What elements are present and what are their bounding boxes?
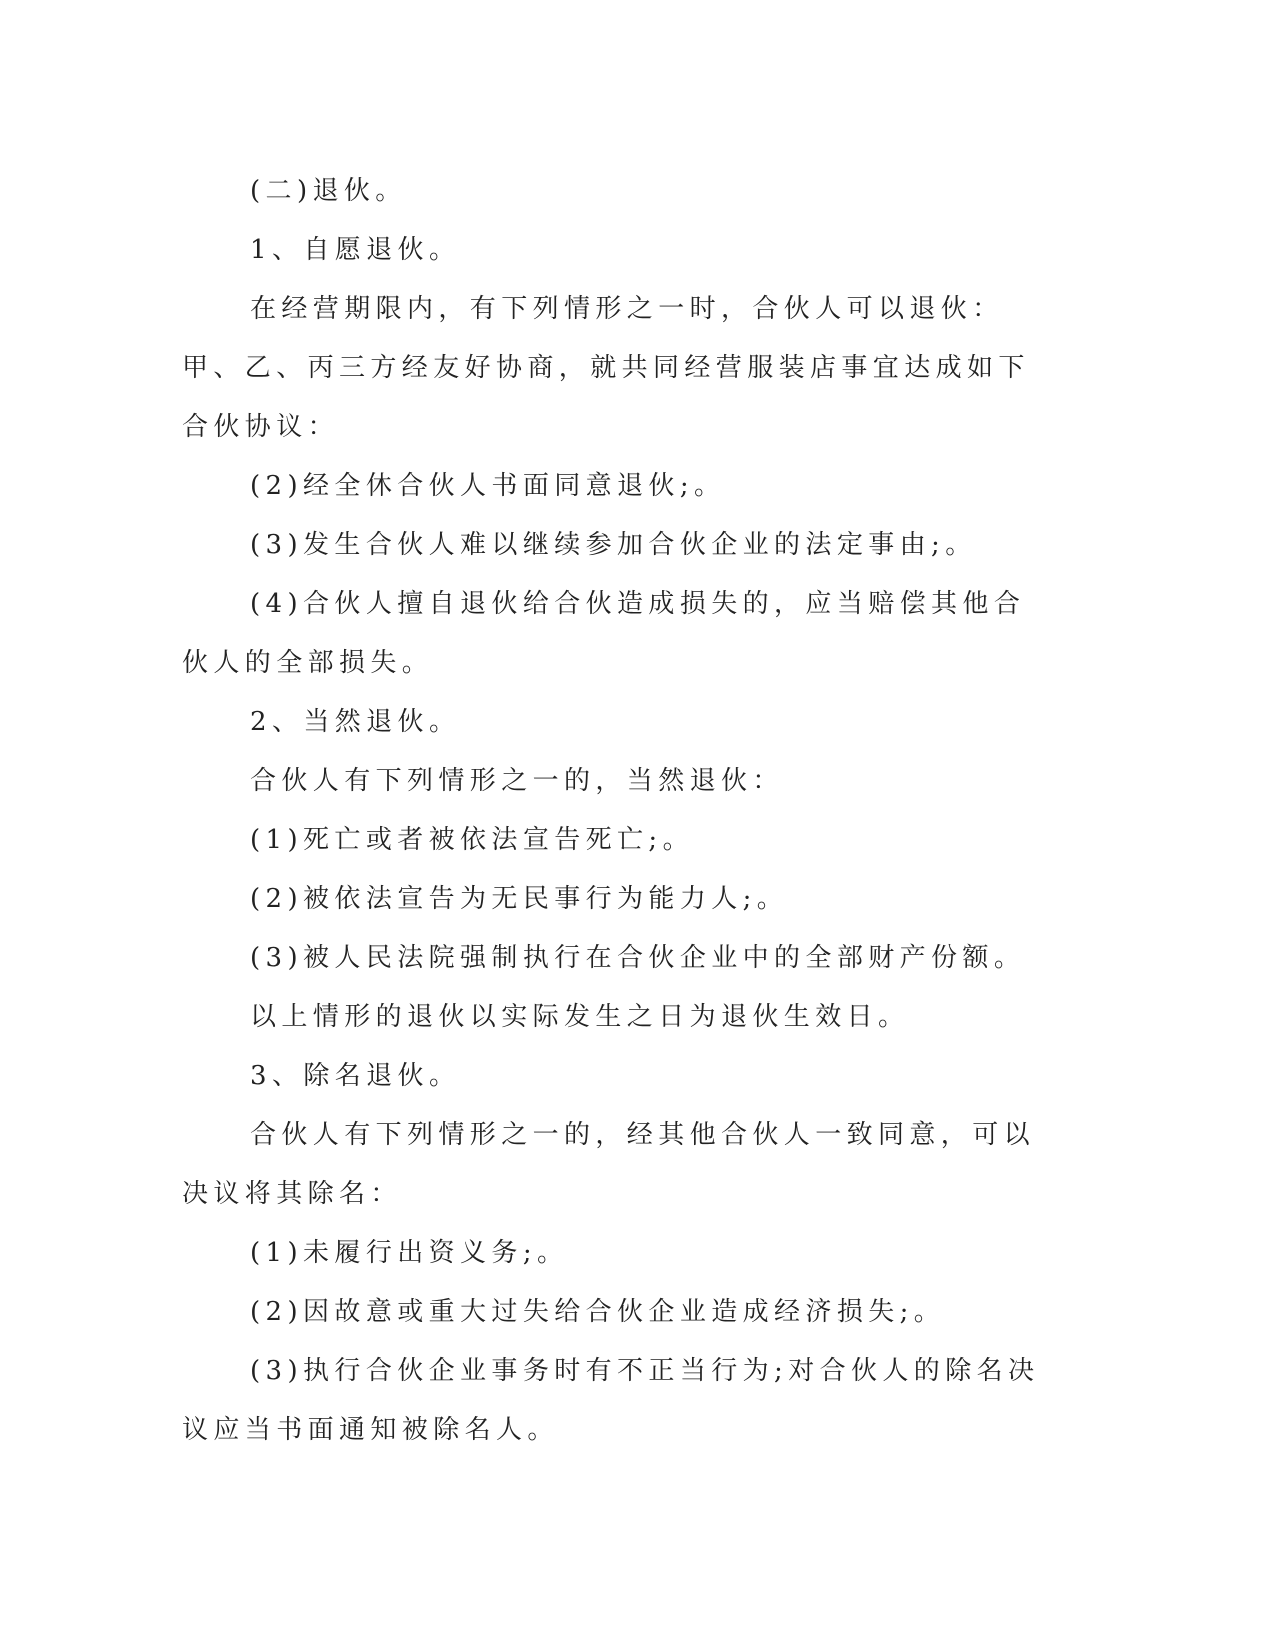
list-item-automatic-1: (1)死亡或者被依法宣告死亡;。 — [250, 825, 694, 855]
list-item-voluntary-2: (2)经全休合伙人书面同意退伙;。 — [250, 471, 726, 501]
subsection-heading-automatic-withdrawal: 2、当然退伙。 — [250, 707, 461, 737]
list-item-expulsion-2: (2)因故意或重大过失给合伙企业造成经济损失;。 — [250, 1297, 946, 1327]
paragraph-automatic-conditions: 合伙人有下列情形之一的，当然退伙： — [250, 766, 784, 796]
list-item-expulsion-1: (1)未履行出资义务;。 — [250, 1238, 569, 1268]
section-heading-withdrawal: (二)退伙。 — [250, 176, 407, 206]
list-item-expulsion-3: (3)执行合伙企业事务时有不正当行为;对合伙人的除名决议应当书面通知被除名人。 — [182, 1356, 1040, 1445]
subsection-heading-expulsion: 3、除名退伙。 — [250, 1061, 461, 1091]
list-item-automatic-2: (2)被依法宣告为无民事行为能力人;。 — [250, 884, 789, 914]
paragraph-expulsion-conditions: 合伙人有下列情形之一的，经其他合伙人一致同意，可以决议将其除名： — [182, 1120, 1036, 1209]
subsection-heading-voluntary-withdrawal: 1、自愿退伙。 — [250, 235, 461, 265]
list-item-automatic-3: (3)被人民法院强制执行在合伙企业中的全部财产份额。 — [250, 943, 1026, 973]
list-item-voluntary-3: (3)发生合伙人难以继续参加合伙企业的法定事由;。 — [250, 530, 977, 560]
paragraph-effective-date: 以上情形的退伙以实际发生之日为退伙生效日。 — [250, 1002, 910, 1032]
list-item-voluntary-4: (4)合伙人擅自退伙给合伙造成损失的，应当赔偿其他合伙人的全部损失。 — [182, 589, 1026, 678]
paragraph-voluntary-conditions: 在经营期限内，有下列情形之一时，合伙人可以退伙：甲、乙、丙三方经友好协商，就共同经营服装店事宜达成如下合伙协议： — [182, 294, 1030, 442]
document-body — [182, 162, 1042, 1460]
